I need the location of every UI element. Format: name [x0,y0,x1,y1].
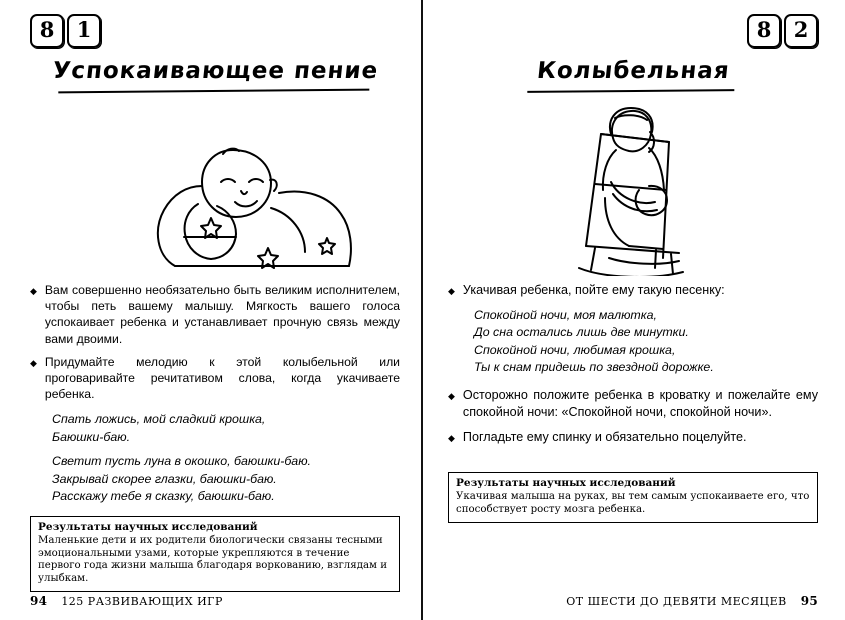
left-page-footer [30,594,223,608]
baby-wrapped-in-blanket-icon [65,98,365,276]
page-number: 94 [30,594,48,608]
verse-line: Спать ложись, мой сладкий крошка, [52,412,266,427]
verse-line: Спокойной ночи, любимая крошка, [474,342,676,357]
badge-digit-1: 8 [747,14,781,48]
badge-digit-2: 2 [784,14,818,48]
page-number: 95 [800,594,818,608]
footer-label: ОТ ШЕСТИ ДО ДЕВЯТИ МЕСЯЦЕВ [566,595,787,608]
research-box-body: Маленькие дети и их родители биологически связаны тесными эмоциональными узами, которые укрепляются в течение первого года жизни малыша благодаря воркованию, взглядам и улыбкам. [38,534,388,584]
research-box-title: Результаты научных исследований [38,520,258,533]
left-research-box [30,516,400,592]
bullet-text: Укачивая ребенка, пойте ему такую песенку: [462,283,725,297]
verse-line: Баюшки-баю. [52,429,131,444]
badge-digit-1: 8 [30,14,64,48]
list-item [448,429,818,447]
right-page-title-text: Колыбельная [535,58,732,84]
research-box-body: Укачивая малыша на руках, вы тем самым успокаиваете его, что способствует росту мозга ребенка. [456,491,810,515]
left-page-title [28,58,402,92]
research-box-title: Результаты научных исследований [456,477,676,489]
left-verse [52,411,400,506]
left-activity-number-badge [30,14,400,48]
footer-label: 125 РАЗВИВАЮЩИХ ИГР [61,595,223,608]
mother-rocking-baby-in-rocking-chair-icon [483,98,783,276]
bullet-diamond-icon: ◆ [448,286,455,296]
left-illustration [30,98,400,278]
verse-line: Спокойной ночи, моя малютка, [474,307,657,322]
right-page-footer [566,594,818,608]
bullet-diamond-icon: ◆ [448,432,455,443]
right-verse [474,307,818,377]
bullet-diamond-icon: ◆ [448,390,455,401]
verse-line: До сна остались лишь две минутки. [474,325,689,339]
right-activity-number-badge [448,14,818,48]
bullet-text: Вам совершенно необязательно быть великим исполнителем, чтобы петь вашему малышу. Мягкость вашего голоса успокаивает ребенка и устанавливает прочную связь между вами двоими. [44,283,400,346]
bullet-diamond-icon: ◆ [30,286,37,296]
right-page-title [446,58,820,92]
left-bullet-list [30,282,400,402]
list-item [448,387,818,422]
list-item [448,282,818,300]
list-item [30,282,400,347]
badge-digit-2: 1 [67,14,101,48]
right-page [422,0,844,620]
left-page [0,0,422,620]
verse-line: Ты к снам придешь по звездной дорожке. [474,360,714,374]
verse-line: Расскажу тебе я сказку, баюшки-баю. [52,489,275,504]
verse-line: Закрывай скорее глазки, баюшки-баю. [52,471,277,486]
right-illustration [448,98,818,278]
verse-spacer [52,446,400,453]
bullet-diamond-icon: ◆ [30,357,37,368]
list-item [30,354,400,403]
verse-line: Светит пусть луна в окошко, баюшки-баю. [52,454,311,469]
bullet-text: Осторожно положите ребенка в кроватку и пожелайте ему спокойной ночи: «Спокойной ночи, спокойной ночи». [462,387,818,419]
bullet-text: Погладьте ему спинку и обязательно поцелуйте. [462,429,747,444]
right-bullet-list [448,282,818,446]
bullet-text: Придумайте мелодию к этой колыбельной или проговаривайте речитативом слова, когда укачиваете ребенка. [44,354,400,402]
right-research-box [448,472,818,523]
left-page-title-text: Успокаивающее пение [51,58,380,84]
